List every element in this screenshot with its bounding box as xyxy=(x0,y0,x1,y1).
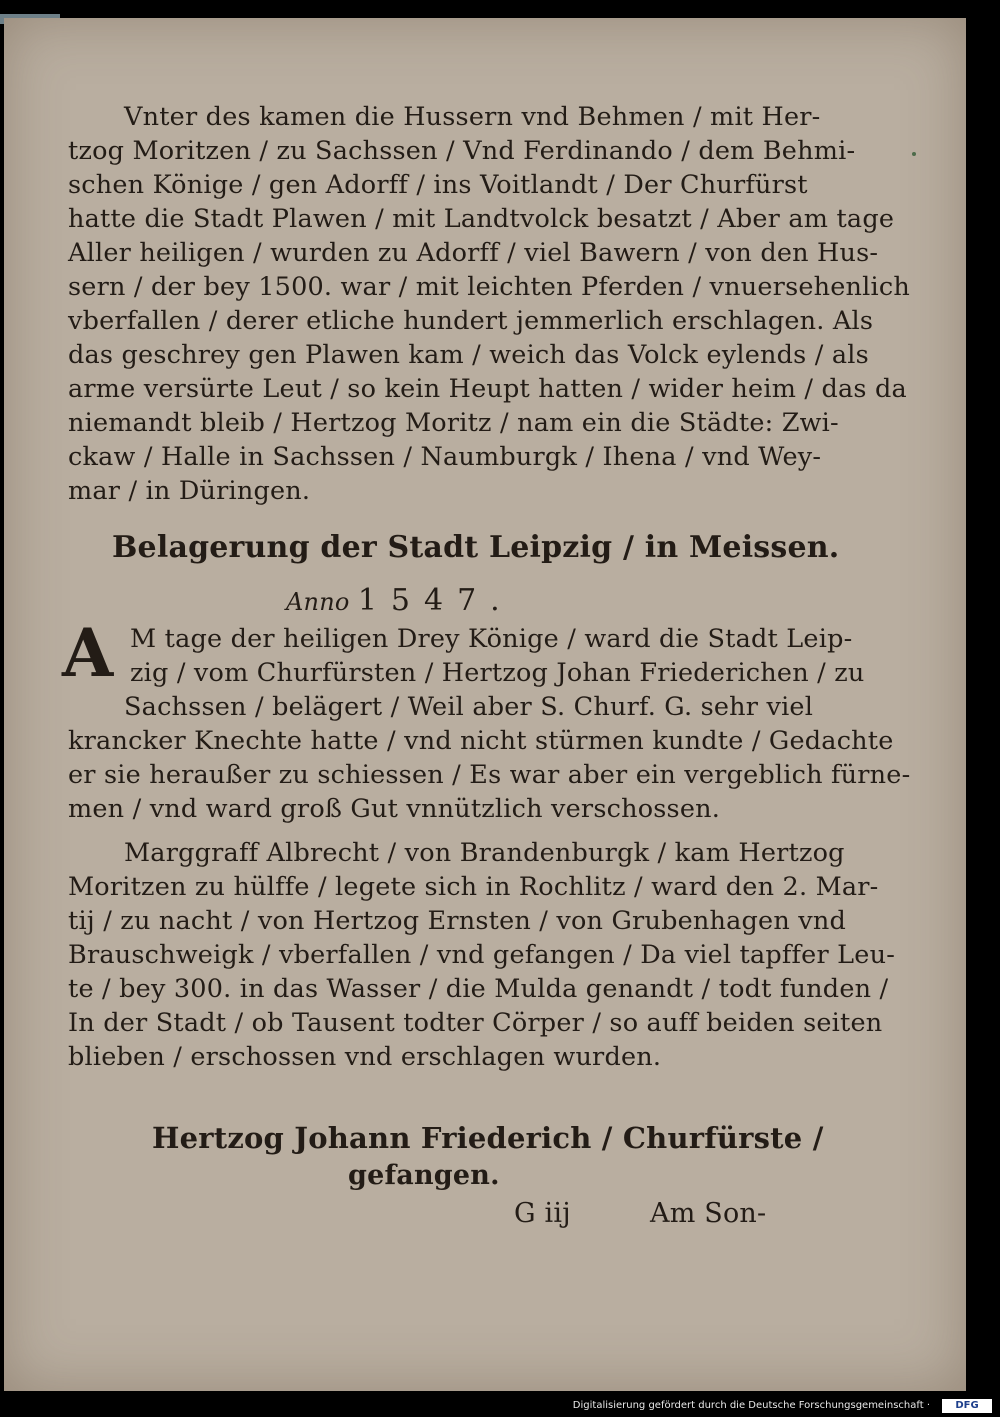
text-line: Aller heiligen / wurden zu Adorff / viel Bawern / von den Hus- xyxy=(68,238,879,268)
text-line: vberfallen / derer etliche hundert jemmerlich erschlagen. Als xyxy=(68,306,874,336)
section-heading: Hertzog Johann Friederich / Churfürste / xyxy=(152,1121,824,1155)
text-line: das geschrey gen Plawen kam / weich das Volck eylends / als xyxy=(68,340,869,370)
text-line: Moritzen zu hülffe / legete sich in Rochlitz / ward den 2. Mar- xyxy=(68,872,879,902)
text-line: mar / in Düringen. xyxy=(68,476,311,506)
text-line: niemandt bleib / Hertzog Moritz / nam ein die Städte: Zwi- xyxy=(68,408,839,438)
page-footer xyxy=(68,1194,788,1234)
text-line: hatte die Stadt Plawen / mit Landtvolck besatzt / Aber am tage xyxy=(68,204,895,234)
drop-cap: A xyxy=(62,614,114,692)
catchword: Am Son- xyxy=(650,1198,767,1229)
dfg-logo: DFG xyxy=(942,1399,992,1413)
anno-year: 1547. xyxy=(357,583,514,618)
text-line: blieben / erschossen vnd erschlagen wurden. xyxy=(68,1042,662,1072)
digitization-credit: Digitalisierung gefördert durch die Deutsche Forschungsgemeinschaft · xyxy=(572,1400,930,1411)
text-line: M tage der heiligen Drey Könige / ward die Stadt Leip- xyxy=(130,624,853,654)
book-page xyxy=(4,18,966,1391)
text-line: arme versürte Leut / so kein Heupt hatten / wider heim / das da xyxy=(68,374,907,404)
year-line xyxy=(68,580,788,622)
text-line: men / vnd ward groß Gut vnnützlich verschossen. xyxy=(68,794,721,824)
text-line: Vnter des kamen die Hussern vnd Behmen / mit Her- xyxy=(124,102,821,132)
text-line: Marggraff Albrecht / von Brandenburgk / kam Hertzog xyxy=(124,838,845,868)
paragraph-3 xyxy=(68,836,896,1074)
text-line: sern / der bey 1500. war / mit leichten Pferden / vnuersehenlich xyxy=(68,272,910,302)
paragraph-1 xyxy=(68,100,910,508)
text-line: Sachssen / belägert / Weil aber S. Churf. G. sehr viel xyxy=(124,692,814,722)
text-line: schen Könige / gen Adorff / ins Voitlandt / Der Churfürst xyxy=(68,170,808,200)
text-line: te / bey 300. in das Wasser / die Mulda genandt / todt funden / xyxy=(68,974,889,1004)
text-line: tij / zu nacht / von Hertzog Ernsten / von Grubenhagen vnd xyxy=(68,906,847,936)
text-line: In der Stadt / ob Tausent todter Cörper / so auff beiden seiten xyxy=(68,1008,883,1038)
paragraph-2 xyxy=(62,614,911,826)
section-heading: Belagerung der Stadt Leipzig / in Meissen. xyxy=(112,530,840,565)
text-line: er sie heraußer zu schiessen / Es war aber ein vergeblich fürne- xyxy=(68,760,911,790)
text-line: tzog Moritzen / zu Sachssen / Vnd Ferdinando / dem Behmi- xyxy=(68,136,856,166)
page-text xyxy=(62,100,911,1234)
paper-speck xyxy=(912,152,916,156)
section-heading-continued: gefangen. xyxy=(348,1160,500,1191)
text-line: ckaw / Halle in Sachssen / Naumburgk / Ihena / vnd Wey- xyxy=(68,442,822,472)
signature-mark: G iij xyxy=(514,1198,571,1229)
text-line: Brauschweigk / vberfallen / vnd gefangen / Da viel tapffer Leu- xyxy=(68,940,896,970)
anno-word: Anno xyxy=(286,588,350,616)
text-line: zig / vom Churfürsten / Hertzog Johan Friederichen / zu xyxy=(130,658,865,688)
text-line: krancker Knechte hatte / vnd nicht stürmen kundte / Gedachte xyxy=(68,726,894,756)
